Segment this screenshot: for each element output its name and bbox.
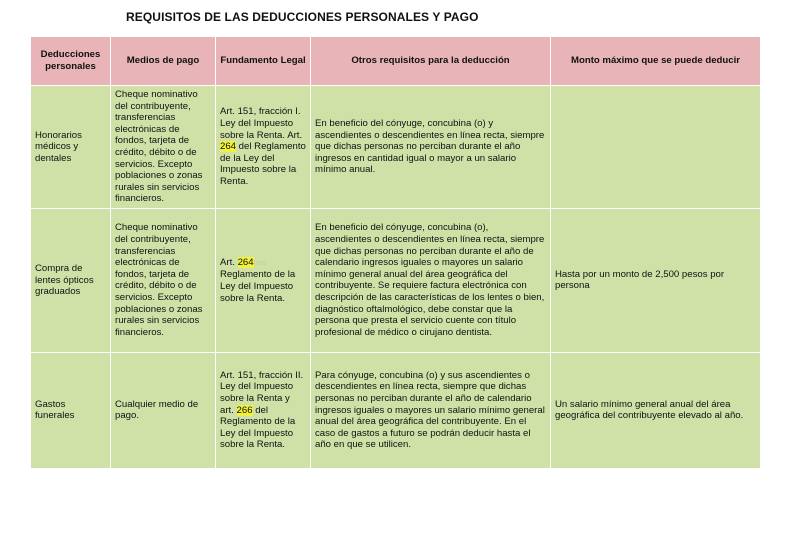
table-header-row bbox=[31, 37, 761, 86]
cell-medios: Cualquier medio de pago. bbox=[111, 352, 216, 468]
cell-requisitos: En beneficio del cónyuge, concubina (o) y ascendientes o descendientes en línea recta, siempre que dichas personas no perciban durante el año ingresos en cantidad igual o mayor a un salario mínimo anual. bbox=[311, 86, 551, 209]
table-row bbox=[31, 352, 761, 468]
cell-monto: Un salario mínimo general anual del área geográfica del contribuyente elevado al año. bbox=[551, 352, 761, 468]
fundamento-text: Reglamento de la Ley del Impuesto sobre la Renta. bbox=[220, 269, 296, 304]
cell-fundamento bbox=[216, 208, 311, 352]
faded-mark: (no) bbox=[253, 259, 267, 267]
header-otros-requisitos: Otros requisitos para la deducción bbox=[311, 37, 551, 86]
table-row bbox=[31, 86, 761, 209]
fundamento-text: Art. 151, fracción II. Ley del Impuesto sobre la Renta y art. bbox=[220, 369, 304, 416]
cell-requisitos: En beneficio del cónyuge, concubina (o), ascendientes o descendientes en línea recta, siempre que dichas personas no perciban durante el año de calendario ingresos iguales o mayores un salario mínimo general anual del área geográfica del contribuyente. Se requiere factura electrónica con descripción de las características de los lentes o bien, diagnóstico oftalmológico, debe constar que la persona que presta el servicio cuente con título profesional de médico o cirujano dentista. bbox=[311, 208, 551, 352]
cell-deduccion: Compra de lentes ópticos graduados bbox=[31, 208, 111, 352]
cell-requisitos: Para cónyuge, concubina (o) y sus ascendientes o descendientes en línea recta, siempre que dichas personas no perciban durante el año de calendario ingresos iguales o mayores un salario mínimo general anual del área geográfica del contribuyente. En el caso de gastos a futuro se podrán deducir hasta el año en que se utilicen. bbox=[311, 352, 551, 468]
cell-fundamento bbox=[216, 352, 311, 468]
table-row bbox=[31, 208, 761, 352]
article-highlight: 266 bbox=[236, 404, 253, 416]
fundamento-text: Art. 151, fracción I. Ley del Impuesto sobre la Renta. Art. bbox=[220, 106, 303, 141]
cell-medios: Cheque nominativo del contribuyente, transferencias electrónicas de fondos, tarjeta de crédito, débito o de servicios. Excepto poblaciones o zonas rurales sin servicios financieros. bbox=[111, 208, 216, 352]
document-title: REQUISITOS DE LAS DEDUCCIONES PERSONALES Y PAGO bbox=[126, 10, 479, 24]
cell-medios: Cheque nominativo del contribuyente, transferencias electrónicas de fondos, tarjeta de crédito, débito o de servicios. Excepto poblaciones o zonas rurales sin servicios financieros. bbox=[111, 86, 216, 209]
article-highlight: 264 bbox=[237, 256, 254, 268]
header-deducciones: Deducciones personales bbox=[31, 37, 111, 86]
fundamento-text: del Reglamento de la Ley del Impuesto sobre la Renta. bbox=[220, 404, 296, 451]
cell-deduccion: Honorarios médicos y dentales bbox=[31, 86, 111, 209]
cell-monto bbox=[551, 86, 761, 209]
fundamento-text: Art. bbox=[220, 256, 238, 268]
header-fundamento-legal: Fundamento Legal bbox=[216, 37, 311, 86]
header-monto-maximo: Monto máximo que se puede deducir bbox=[551, 37, 761, 86]
deductions-table bbox=[30, 36, 761, 469]
article-highlight: 264 bbox=[220, 141, 237, 153]
fundamento-text: del Reglamento de la Ley del Impuesto sobre la Renta. bbox=[220, 141, 306, 187]
header-medios-pago: Medios de pago bbox=[111, 37, 216, 86]
cell-deduccion: Gastos funerales bbox=[31, 352, 111, 468]
cell-monto: Hasta por un monto de 2,500 pesos por persona bbox=[551, 208, 761, 352]
cell-fundamento bbox=[216, 86, 311, 209]
